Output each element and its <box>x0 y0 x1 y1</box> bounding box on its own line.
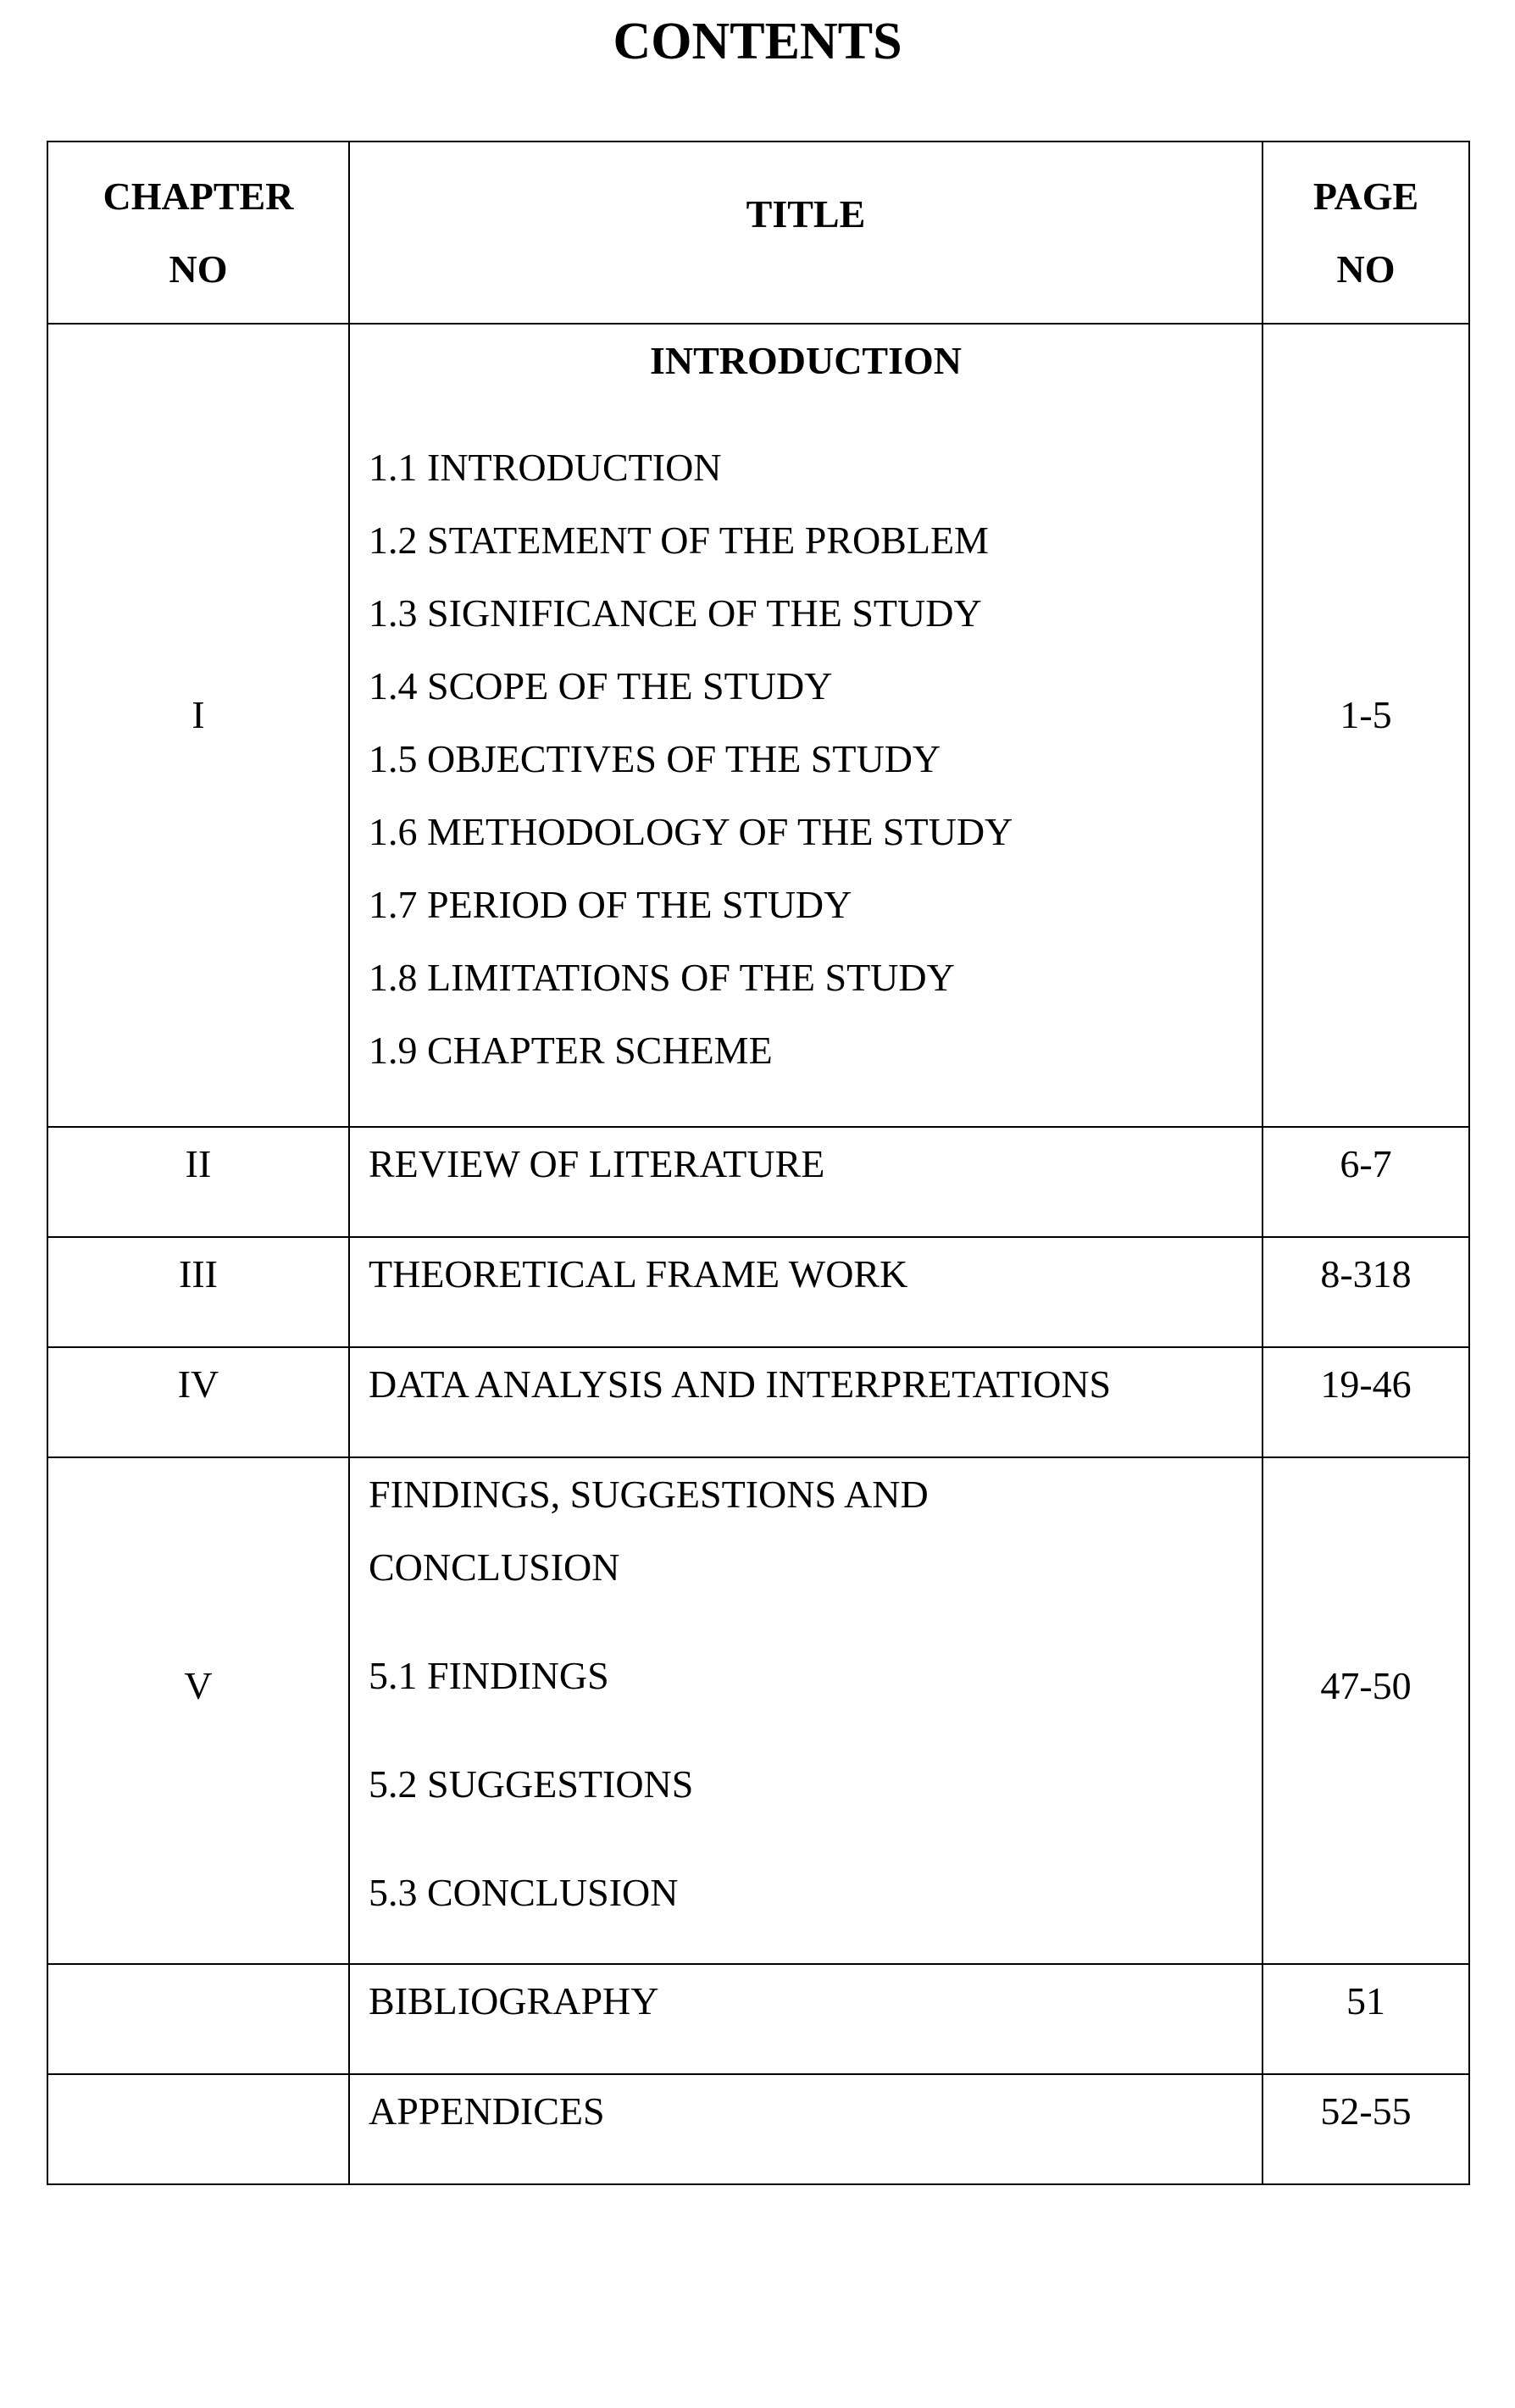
table-row <box>47 1347 1469 1457</box>
list-item: 1.7 PERIOD OF THE STUDY <box>369 883 852 926</box>
chapter-number: III <box>47 1237 349 1347</box>
list-item: 1.2 STATEMENT OF THE PROBLEM <box>369 519 989 562</box>
list-item: 1.6 METHODOLOGY OF THE STUDY <box>369 810 1013 853</box>
header-page-line1: PAGE <box>1312 174 1419 218</box>
page-range-text: 47-50 <box>1320 1663 1412 1707</box>
table-row <box>47 1237 1469 1347</box>
page-range: 52-55 <box>1262 2074 1469 2184</box>
chapter-number-text: V <box>184 1663 213 1707</box>
page-range <box>1262 1457 1469 1964</box>
header-title-text: TITLE <box>746 191 866 236</box>
header-page-no <box>1262 141 1469 324</box>
list-item: 5.3 CONCLUSION <box>369 1871 679 1914</box>
page-range: 19-46 <box>1262 1347 1469 1457</box>
chapter-title-line1: FINDINGS, SUGGESTIONS AND <box>369 1473 929 1516</box>
chapter-title-cell <box>349 1457 1262 1964</box>
page-title: CONTENTS <box>613 13 902 70</box>
list-item: 1.1 INTRODUCTION <box>369 446 722 489</box>
list-item: 1.5 OBJECTIVES OF THE STUDY <box>369 737 941 780</box>
chapter-number <box>47 2074 349 2184</box>
chapter-number <box>47 1964 349 2074</box>
header-chapter-no <box>47 141 349 324</box>
list-item: 1.8 LIMITATIONS OF THE STUDY <box>369 956 955 999</box>
chapter-title: DATA ANALYSIS AND INTERPRETATIONS <box>349 1347 1262 1457</box>
table-header-row <box>47 141 1469 324</box>
list-item: 5.2 SUGGESTIONS <box>369 1762 694 1806</box>
page-range: 6-7 <box>1262 1127 1469 1237</box>
page-range: 8-318 <box>1262 1237 1469 1347</box>
chapter-number: IV <box>47 1347 349 1457</box>
table-row <box>47 1964 1469 2074</box>
header-chapter-line1: CHAPTER <box>103 174 294 218</box>
chapter-title-line2: CONCLUSION <box>369 1545 620 1589</box>
chapter-title: BIBLIOGRAPHY <box>349 1964 1262 2074</box>
table-row <box>47 2074 1469 2184</box>
contents-table <box>47 141 1470 2185</box>
chapter-title: REVIEW OF LITERATURE <box>349 1127 1262 1237</box>
chapter-number <box>47 1457 349 1964</box>
page-range <box>1262 324 1469 1127</box>
header-page-line2: NO <box>1336 247 1396 291</box>
table-row <box>47 324 1469 1127</box>
page-range-text: 1-5 <box>1340 692 1392 736</box>
chapter-title: APPENDICES <box>349 2074 1262 2184</box>
chapter-number-text: I <box>191 692 205 736</box>
list-item: 1.3 SIGNIFICANCE OF THE STUDY <box>369 591 982 635</box>
header-chapter-line2: NO <box>169 247 228 291</box>
list-item: 5.1 FINDINGS <box>369 1654 609 1697</box>
section-list <box>350 1640 1262 1929</box>
chapter-number: II <box>47 1127 349 1237</box>
chapter-number <box>47 324 349 1127</box>
table-row <box>47 1457 1469 1964</box>
page-range: 51 <box>1262 1964 1469 2074</box>
header-title <box>349 141 1262 324</box>
chapter-heading: INTRODUCTION <box>649 339 963 382</box>
section-list <box>350 431 1262 1087</box>
chapter-title: THEORETICAL FRAME WORK <box>349 1237 1262 1347</box>
list-item: 1.9 CHAPTER SCHEME <box>369 1029 773 1072</box>
list-item: 1.4 SCOPE OF THE STUDY <box>369 664 833 707</box>
chapter-title-cell <box>349 324 1262 1127</box>
table-row <box>47 1127 1469 1237</box>
